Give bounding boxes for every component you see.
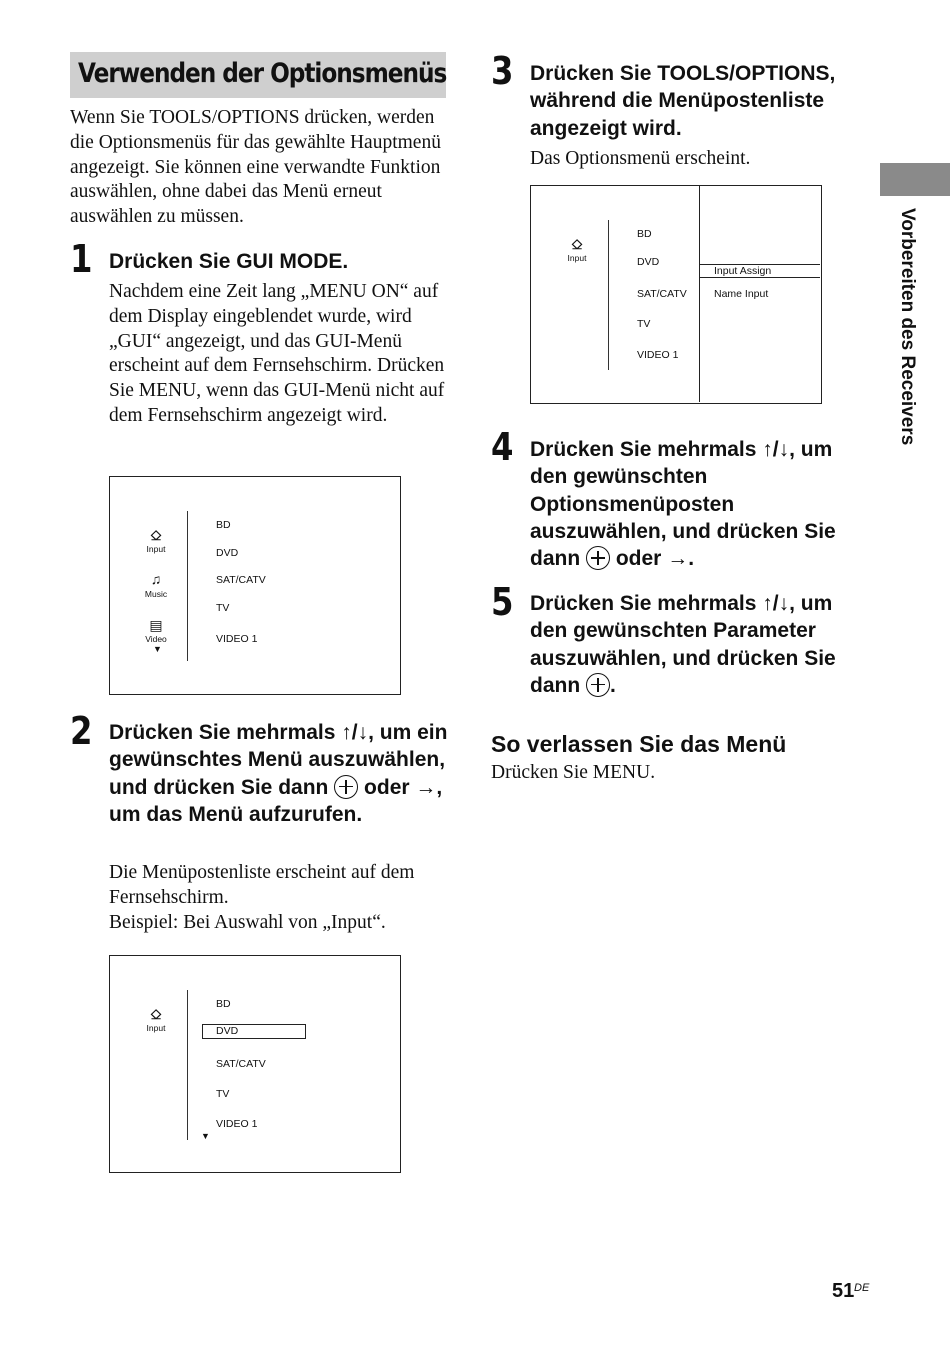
- step-3-heading: Drücken Sie TOOLS/OPTIONS, während die Menüpostenliste angezeigt wird.: [530, 62, 836, 140]
- menu-item-bd: BD: [216, 519, 231, 531]
- enter-icon: [586, 546, 610, 570]
- category-input-label: Input: [146, 544, 166, 554]
- menu-item-tv: TV: [216, 1088, 230, 1100]
- up-down-arrows-icon: ↑/↓: [762, 438, 790, 461]
- divider: [187, 511, 188, 661]
- menu-item-tv: TV: [637, 318, 651, 330]
- gui-menu-screen: [109, 476, 401, 695]
- menu-item-sat-catv: SAT/CATV: [637, 288, 687, 300]
- right-arrow-icon: →: [415, 775, 437, 799]
- step-1-heading: Drücken Sie GUI MODE.: [109, 250, 349, 273]
- divider: [608, 220, 609, 370]
- menu-item-sat-catv: SAT/CATV: [216, 574, 266, 586]
- step-4-number: 4: [491, 425, 514, 469]
- page-language: DE: [854, 1282, 870, 1294]
- video-icon: ▤: [149, 617, 163, 633]
- step-3-body: Das Optionsmenü erscheint.: [530, 148, 751, 169]
- exit-heading: So verlassen Sie das Menü: [491, 731, 787, 757]
- step-1-body: Nachdem eine Zeit lang „MENU ON“ auf dem Display eingeblendet wurde, wird „GUI“ angezeigt, und das GUI-Menü erscheint auf dem Fernsehschirm. Drücken Sie MENU, wenn das GUI-Menü nicht auf dem Fernsehschirm angezeigt wird.: [109, 281, 445, 426]
- menu-item-dvd: DVD: [216, 1025, 239, 1037]
- input-icon: ⎐: [150, 527, 162, 543]
- step-5-heading: Drücken Sie mehrmals ↑/↓, um den gewünschten Parameter auszuwählen, und drücken Sie dann .: [530, 592, 836, 697]
- step-2-body-2: Beispiel: Bei Auswahl von „Input“.: [109, 912, 386, 933]
- up-down-arrows-icon: ↑/↓: [762, 592, 790, 615]
- menu-item-dvd: DVD: [637, 256, 660, 268]
- category-input-label: Input: [146, 1023, 166, 1033]
- right-arrow-icon: →: [667, 547, 689, 571]
- section-title: Verwenden der Optionsmenüs: [78, 58, 447, 89]
- step-2-body-1: Die Menüpostenliste erscheint auf dem Fernsehschirm.: [109, 862, 415, 908]
- section-header: [70, 52, 446, 98]
- category-input-label: Input: [567, 253, 587, 263]
- item-list-screen: [109, 955, 401, 1173]
- scroll-down-icon: ▼: [201, 1131, 210, 1141]
- music-icon: ♫: [150, 571, 162, 587]
- input-icon: ⎐: [150, 1006, 162, 1022]
- exit-body: Drücken Sie MENU.: [491, 762, 656, 783]
- menu-item-video1: VIDEO 1: [216, 1118, 258, 1130]
- menu-item-sat-catv: SAT/CATV: [216, 1058, 266, 1070]
- menu-item-bd: BD: [216, 998, 231, 1010]
- category-video-label: Video: [145, 634, 167, 644]
- category-music-label: Music: [144, 589, 168, 599]
- divider: [187, 990, 188, 1140]
- side-tab-marker: [880, 163, 950, 196]
- input-icon: ⎐: [571, 236, 583, 252]
- step-2-number: 2: [70, 709, 93, 753]
- menu-item-video1: VIDEO 1: [637, 349, 679, 361]
- enter-icon: [334, 775, 358, 799]
- step-1-number: 1: [70, 237, 93, 281]
- up-down-arrows-icon: ↑/↓: [341, 721, 369, 744]
- option-input-assign: Input Assign: [714, 265, 772, 277]
- step-3-number: 3: [491, 49, 514, 93]
- step-4-heading: Drücken Sie mehrmals ↑/↓, um den gewünschten Optionsmenüposten auszuwählen, und drücken Sie dann oder →.: [530, 438, 836, 571]
- menu-item-bd: BD: [637, 228, 652, 240]
- step-5-number: 5: [491, 580, 514, 624]
- options-panel: [699, 186, 821, 402]
- option-name-input: Name Input: [714, 288, 769, 300]
- menu-item-video1: VIDEO 1: [216, 633, 258, 645]
- options-menu-screen: [530, 185, 822, 404]
- page-number: 51: [832, 1280, 855, 1302]
- enter-icon: [586, 673, 610, 697]
- intro-paragraph: Wenn Sie TOOLS/OPTIONS drücken, werden die Optionsmenüs für das gewählte Hauptmenü angezeigt. Sie können eine verwandte Funktion auswählen, ohne dabei das Menü erneut auswählen zu müssen.: [70, 107, 441, 228]
- scroll-down-icon: ▼: [153, 644, 162, 654]
- menu-item-tv: TV: [216, 602, 230, 614]
- step-2-heading: Drücken Sie mehrmals ↑/↓, um ein gewünschtes Menü auszuwählen, und drücken Sie dann oder →, um das Menü aufzurufen.: [109, 721, 448, 826]
- menu-item-dvd: DVD: [216, 547, 239, 559]
- side-tab-label: Vorbereiten des Receivers: [897, 208, 918, 446]
